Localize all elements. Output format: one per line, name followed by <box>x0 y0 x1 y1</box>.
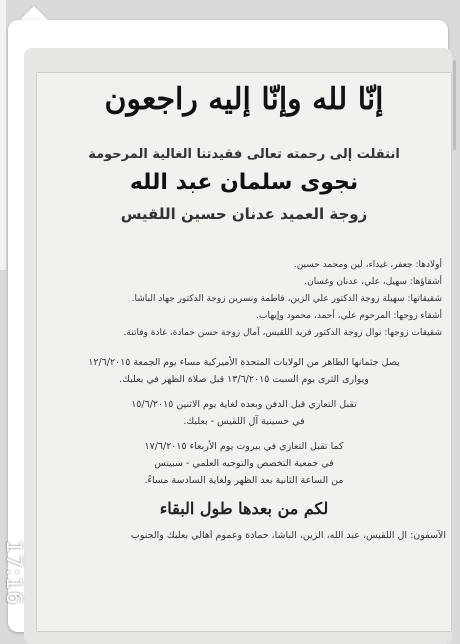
condolence-line: من الساعة الثانية بعد الظهر ولغاية السادسة مساءً. <box>144 475 344 486</box>
funeral-line: يصل جثمانها الطاهر من الولايات المتحدة الأميركية مساء يوم الجمعة ١٢/٦/٢٠١٥ <box>88 357 400 368</box>
condolence-beirut <box>36 438 452 489</box>
condolence-line: في جمعية التخصص والتوجيه العلمي - سبينس <box>154 458 334 469</box>
condolence-line: في حسينية آل اللقيس - بعلبك. <box>183 416 305 427</box>
obituary-notice <box>36 72 452 632</box>
message-timestamp: 17:16 <box>2 540 26 606</box>
family-line: أشقاؤها: سهيل، علي، عدنان وغسان. <box>304 277 442 287</box>
condolence-baalbek <box>36 396 452 430</box>
funeral-details <box>36 354 452 388</box>
condolence-line: تقبل التعازي قبل الدفن وبعده لغاية يوم الاثنين ١٥/٦/٢٠١٥ <box>131 399 357 410</box>
spouse-line: زوجة العميد عدنان حسين اللقيس <box>120 205 368 223</box>
funeral-line: ويوارى الثرى يوم السبت ١٣/٦/٢٠١٥ قبل صلاة الظهر في بعلبك. <box>119 374 369 385</box>
notice-ayah: إنّا لله وإنّا إليه راجعون <box>104 82 384 117</box>
family-line: شقيقاتها: سهيلة زوجة الدكتور علي الزين، فاطمة ونسرين زوجة الدكتور جهاد الباشا. <box>131 294 442 304</box>
family-line: أشقاء زوجها: المرحوم علي، أحمد، محمود وإيهاب. <box>256 311 442 321</box>
closing-phrase: لكم من بعدها طول البقاء <box>159 499 329 518</box>
family-line: شقيقات زوجها: نوال زوجة الدكتور فريد اللقيس، آمال زوجة حسن حمادة، غادة وفاتنة. <box>123 328 442 338</box>
image-message[interactable] <box>24 48 452 644</box>
deceased-name: نجوى سلمان عبد الله <box>129 170 359 195</box>
family-list <box>36 257 452 342</box>
family-line: أولادها: جعفر، غيداء، لين ومحمد حسين. <box>293 260 442 270</box>
signoff-line: الآسفون: آل اللقيس، عبد الله، الزين، الباشا، حمادة وعموم أهالي بعلبك والجنوب <box>130 530 446 541</box>
chat-image-bubble[interactable] <box>8 20 448 632</box>
notice-intro: انتقلت إلى رحمته تعالى فقيدتنا الغالية المرحومة <box>88 147 400 162</box>
adjacent-bubble-edge <box>0 0 6 270</box>
condolence-line: كما تقبل التعازي في بيروت يوم الأربعاء ١٧/٦/٢٠١٥ <box>144 441 344 452</box>
scroll-indicator[interactable] <box>453 60 456 150</box>
